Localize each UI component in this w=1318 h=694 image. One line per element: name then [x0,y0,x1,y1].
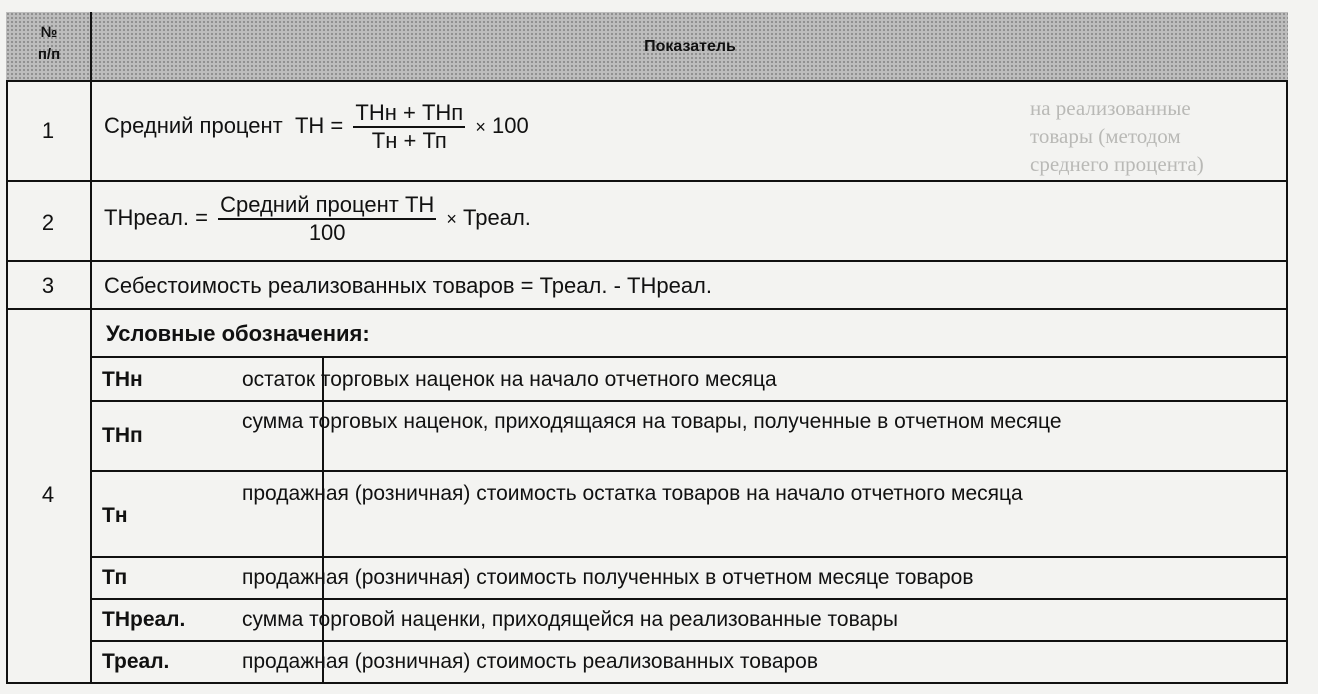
legend-desc: сумма торговых наценок, приходящаяся на товары, полученные в отчетном месяце [242,410,1062,433]
legend-code: ТНп [102,424,143,447]
column-divider [90,182,92,260]
formula-numerator: ТНн + ТНп [353,100,465,128]
legend-item [92,598,1288,640]
indicator-table [6,12,1288,686]
column-divider [90,262,92,308]
indicator-column-header: Показатель [644,38,736,55]
legend-code: ТНреал. [102,608,186,631]
row-number: 3 [41,273,55,298]
formula-fraction [353,100,465,154]
table-row [6,262,1288,310]
legend-desc: сумма торговой наценки, приходящейся на реализованные товары [242,608,898,631]
formula-numerator: Средний процент ТН [218,192,436,220]
column-divider [90,82,92,180]
bleed-through-text: на реализованные [1030,96,1191,120]
number-column-header [12,22,86,66]
legend-item [92,400,1288,470]
legend-desc: продажная (розничная) стоимость реализованных товаров [242,650,819,673]
legend-code: ТНн [102,368,143,391]
legend-item [92,470,1288,556]
legend-desc: продажная (розничная) стоимость полученных в отчетном месяце товаров [242,566,974,589]
bleed-through-text: товары (методом [1030,124,1181,148]
formula-label: Средний процент [104,112,283,138]
legend-item [92,640,1288,684]
multiply-sign: × [446,208,457,229]
realized-markup-formula [104,192,531,246]
formula-denominator: Тн + Тп [371,128,447,153]
bleed-through-text: среднего процента) [1030,152,1204,176]
multiply-sign: × [475,116,486,137]
number-abbrev: п/п [37,46,61,63]
legend-item [92,556,1288,598]
legend-desc: остаток торговых наценок на начало отчетного месяца [242,368,777,391]
table-row [6,82,1288,182]
row-number: 1 [41,118,55,143]
row-number: 2 [41,210,55,235]
formula-factor: Треал. [463,204,531,230]
row-number: 4 [41,482,55,507]
table-row [6,182,1288,262]
formula-factor: 100 [491,112,529,138]
formula-lhs: ТНреал. = [104,204,208,230]
formula-lhs: ТН = [294,112,344,138]
formula-fraction [218,192,436,246]
average-percent-formula [104,100,529,154]
legend-code: Тн [102,504,128,527]
cost-formula: Себестоимость реализованных товаров = Треал. - ТНреал. [104,273,712,298]
legend-desc: продажная (розничная) стоимость остатка товаров на начало отчетного месяца [242,482,1023,505]
legend-code: Тп [102,566,128,589]
legend-title: Условные обозначения: [106,321,370,346]
legend-code: Треал. [102,650,170,673]
number-sign: № [40,24,58,41]
legend-item [92,356,1288,400]
formula-denominator: 100 [308,220,346,245]
table-header [6,12,1288,82]
